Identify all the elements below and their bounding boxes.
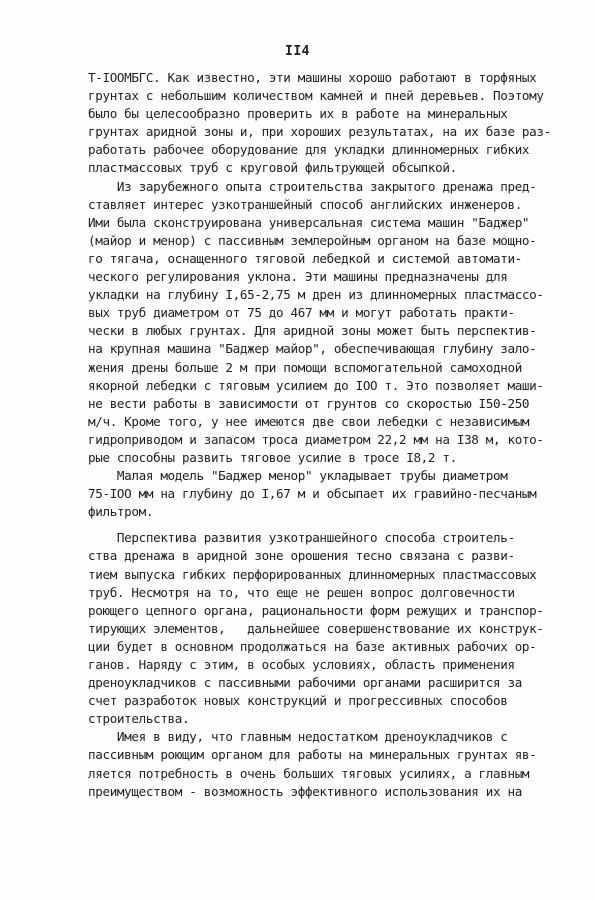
- text-line: тием выпуска гибких перфорированных длинномерных пластмассовых: [88, 566, 537, 582]
- text-line: труб. Несмотря на то, что еще не решен вопрос долговечности: [88, 584, 515, 600]
- text-line: строительства.: [88, 711, 190, 727]
- text-line: преимуществом - возможность эффективного использования их на: [88, 783, 522, 799]
- text-line: не вести работы в зависимости от грунтов со скоростью I50-250: [88, 395, 530, 411]
- text-line: Имея в виду, что главным недостатком дреноукладчиков с: [88, 729, 508, 745]
- text-line: Перспектива развития узкотраншейного способа строитель-: [88, 530, 515, 546]
- text-line: ства дренажа в аридной зоне орошения тесно связана с разви-: [88, 548, 515, 564]
- text-line: чески в любых грунтах. Для аридной зоны может быть перспектив-: [88, 323, 537, 339]
- text-line: ганов. Наряду с этим, в особых условиях, область применения: [88, 657, 515, 672]
- text-body: [88, 69, 568, 801]
- paragraph: [88, 529, 568, 728]
- text-line: роющего цепного органа, рациональности форм режущих и транспор-: [88, 602, 544, 618]
- text-line: пластмассовых труб с круговой фильтрующей обсыпкой.: [88, 160, 457, 176]
- text-line: 75-IOO мм на глубину до I,67 м и обсыпает их гравийно-песчаным: [88, 486, 537, 502]
- text-line: счет разработок новых конструкций и прогрессивных способов: [88, 693, 508, 709]
- text-line: было бы целесообразно проверить их в работе на минеральных: [88, 106, 508, 122]
- text-line: жения дрены больше 2 м при помощи вспомогательной самоходной: [88, 359, 522, 375]
- text-line: Из зарубежного опыта строительства закрытого дренажа пред-: [88, 178, 537, 194]
- text-line: укладки на глубину I,65-2,75 м дрен из длинномерных пластмассо-: [88, 287, 544, 303]
- text-line: тирующих элементов, дальнейшее совершенствование их конструк-: [88, 620, 544, 636]
- text-line: Малая модель "Баджер менор" укладывает трубы диаметром: [88, 468, 508, 484]
- text-line: го тягача, оснащенного тяговой лебедкой и системой автомати-: [88, 250, 522, 266]
- paragraph: [88, 69, 568, 178]
- text-line: ставляет интерес узкотраншейный способ английских инженеров.: [88, 196, 522, 212]
- text-line: ции будет в основном продолжаться на базе активных рабочих ор-: [88, 638, 537, 654]
- paragraph: [88, 178, 568, 468]
- text-line: м/ч. Кроме того, у нее имеются две свои лебедки с независимым: [88, 413, 530, 429]
- text-line: вых труб диаметром от 75 до 467 мм и могут работать практи-: [88, 305, 515, 321]
- text-line: Т-IOOМБГС. Как известно, эти машины хорошо работают в торфяных: [88, 70, 537, 85]
- text-line: фильтром.: [88, 504, 154, 520]
- paragraph: [88, 728, 568, 800]
- text-line: якорной лебедки с тяговым усилием до IOO т. Это позволяет маши-: [88, 377, 544, 393]
- text-line: рые способны развить тяговое усилие в тросе I8,2 т.: [88, 449, 457, 465]
- text-line: дреноукладчиков с пассивными рабочими органами расширится за: [88, 675, 522, 691]
- text-line: ляется потребность в очень больших тяговых усилиях, а главным: [88, 765, 530, 781]
- text-line: ческого регулирования уклона. Эти машины предназначены для: [88, 269, 508, 285]
- text-line: гидроприводом и запасом троса диаметром 22,2 мм на I38 м, кото-: [88, 431, 544, 447]
- text-line: грунтах аридной зоны и, при хороших результатах, на их базе раз-: [88, 124, 551, 140]
- text-line: на крупная машина "Баджер майор", обеспечивающая глубину зало-: [88, 341, 537, 357]
- text-line: пассивным роющим органом для работы на минеральных грунтах яв-: [88, 747, 537, 763]
- text-line: работать рабочее оборудование для укладки длинномерных гибких: [88, 142, 530, 158]
- page-number: II4: [285, 44, 310, 59]
- text-line: Ими была сконструирована универсальная система машин "Баджер": [88, 214, 530, 230]
- text-line: грунтах с небольшим количеством камней и пней деревьев. Поэтому: [88, 88, 544, 104]
- paragraph: [88, 467, 568, 521]
- text-line: (майор и менор) с пассивным землеройным органом на базе мощно-: [88, 232, 537, 248]
